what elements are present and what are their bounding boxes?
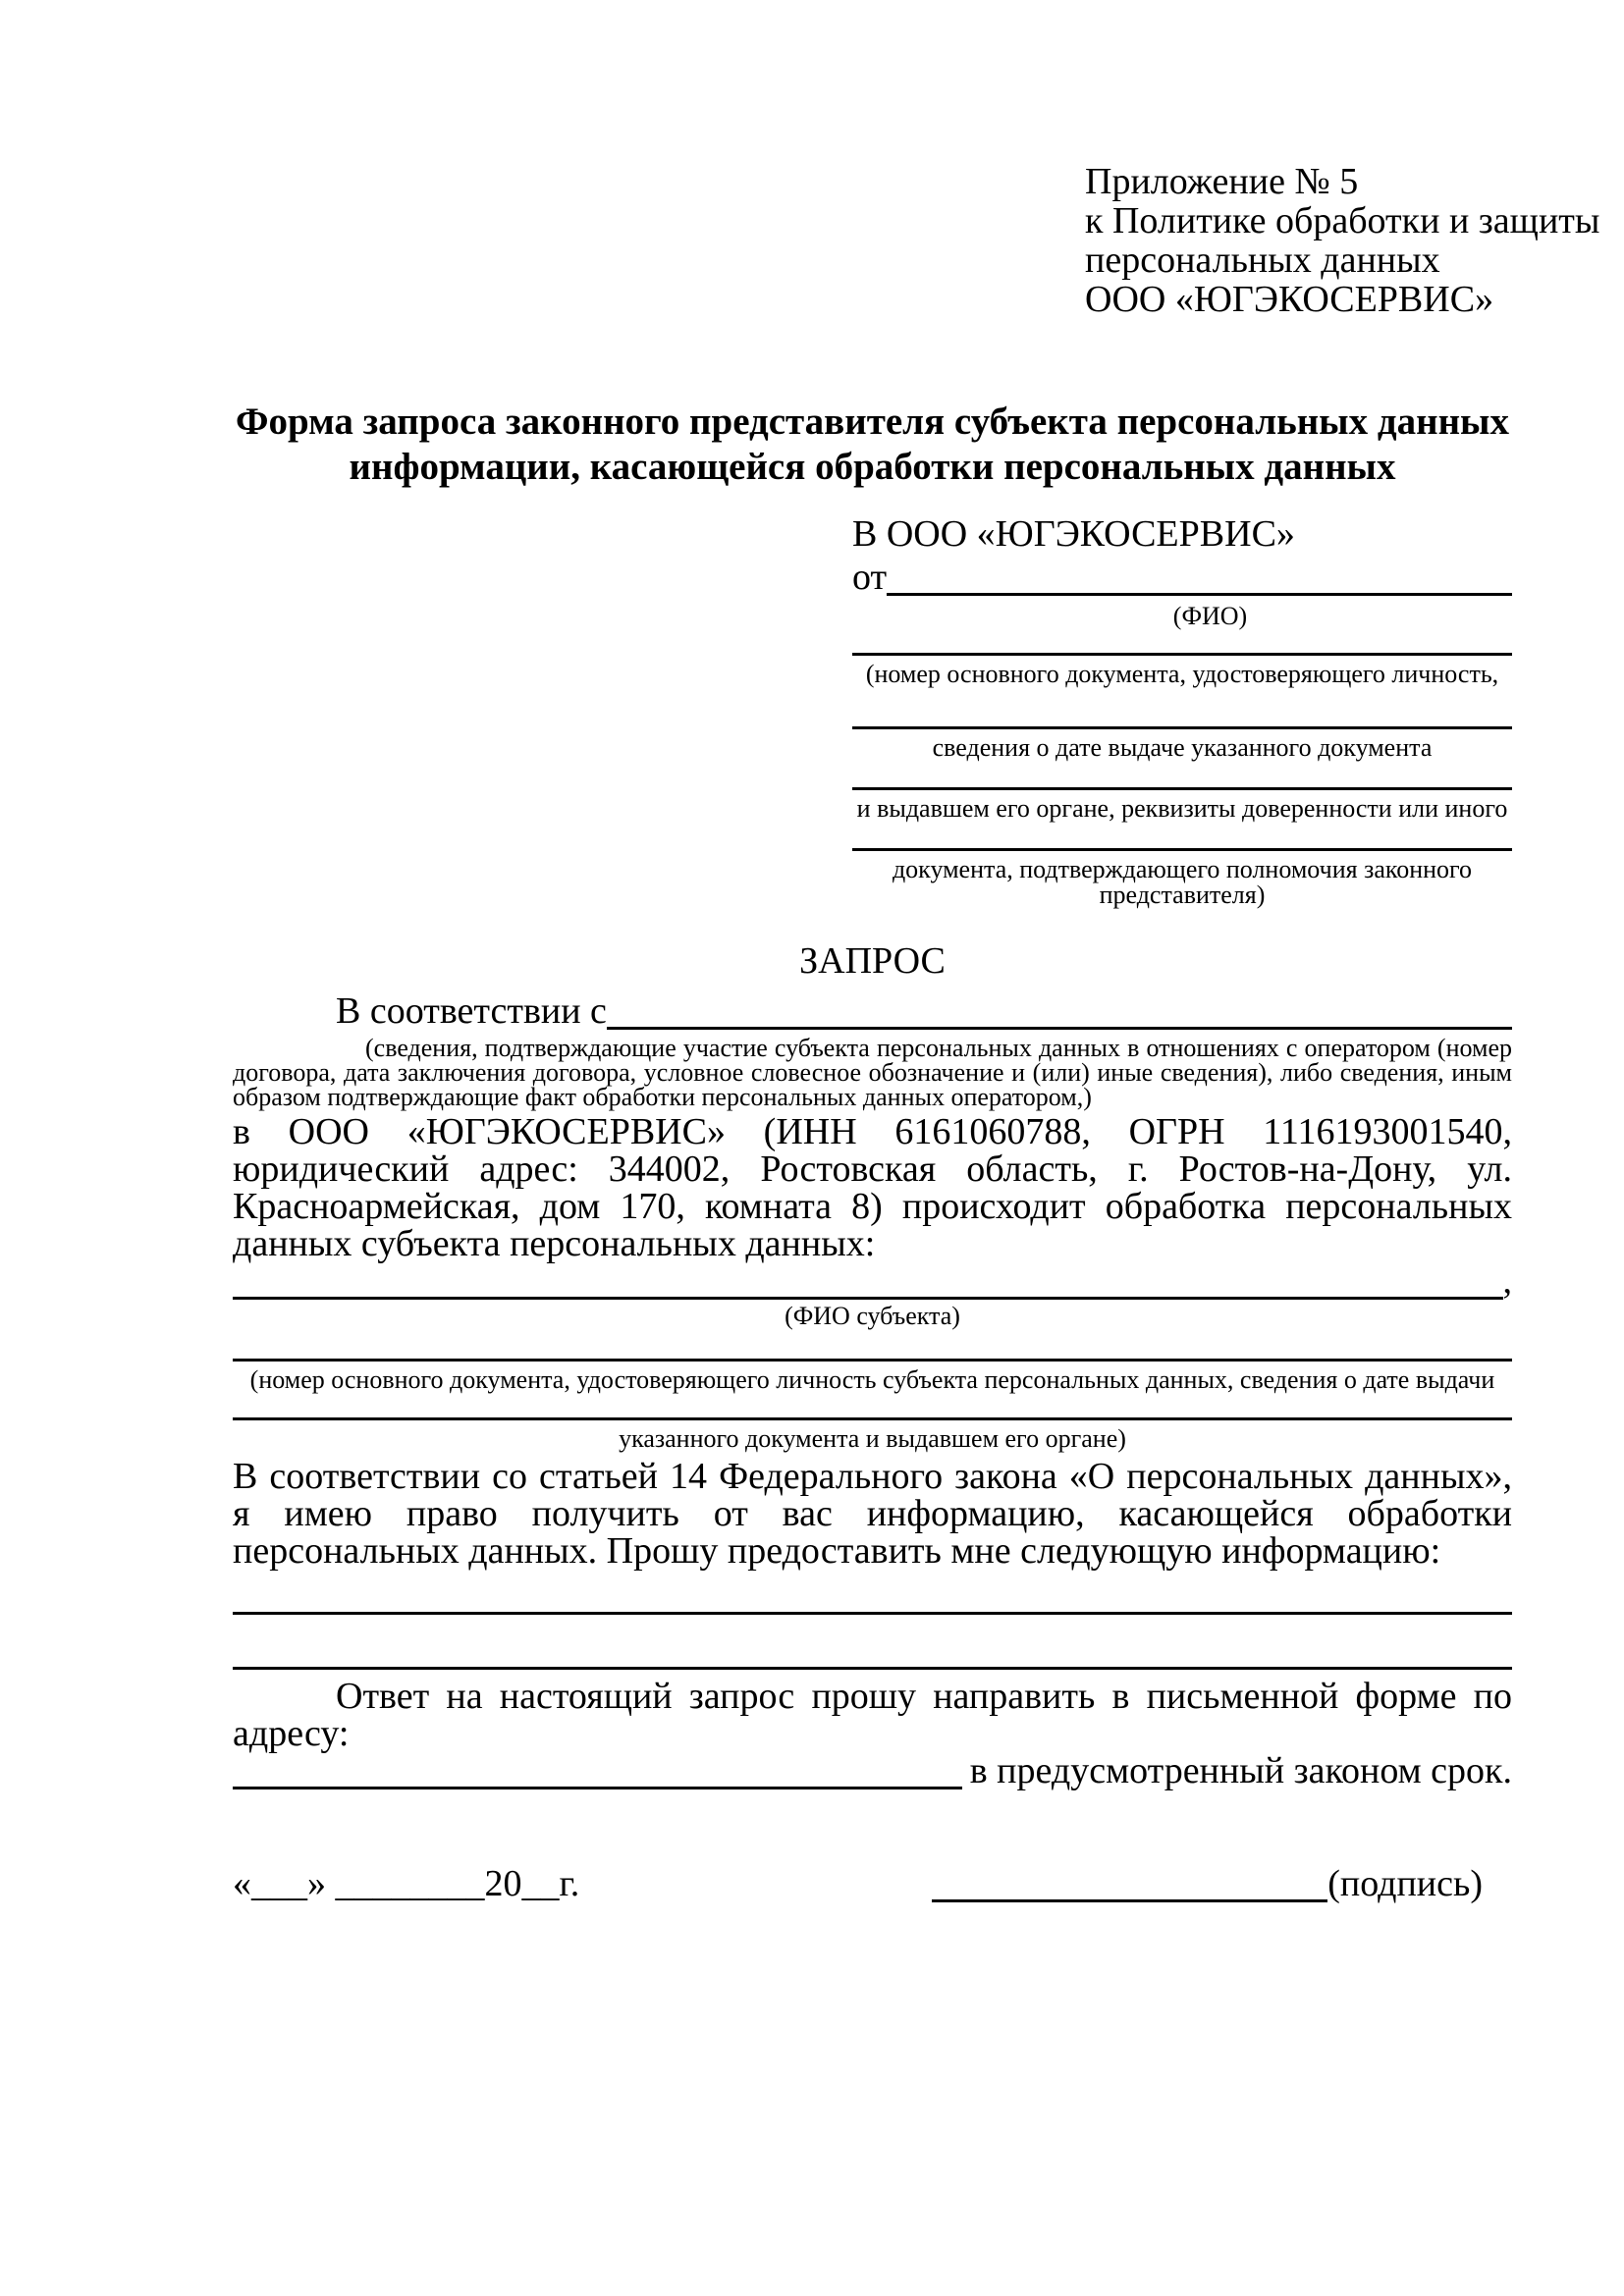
blank-line — [233, 1612, 1512, 1615]
signature-row — [233, 1865, 1483, 1902]
blank-line — [852, 653, 1512, 656]
blank-line — [233, 1417, 1512, 1420]
subject-fio-caption: (ФИО субъекта) — [785, 1302, 960, 1330]
from-blank-line — [887, 550, 1512, 596]
accordance-note: (сведения, подтверждающие участие субъекта персональных данных в отношениях с оператором (номер договора, дата заключения договора, условное словесное обозначение и (или) иные сведения), либо сведения, иным образом подтверждающие факт обработки персональных данных оператором,) — [233, 1034, 1512, 1111]
request-heading: ЗАПРОС — [799, 940, 946, 982]
law-paragraph: В соответствии со статьей 14 Федерального закона «О персональных данных», я имею право получить от вас информацию, касающейся обработки персональных данных. Прошу предоставить мне следующую информацию: — [233, 1456, 1512, 1572]
blank-line-caption: документа, подтверждающего полномочия законного представителя) — [892, 855, 1473, 909]
addressee-block — [852, 515, 1512, 908]
subject-fio-blank-line — [233, 1267, 1503, 1300]
blank-line — [233, 1359, 1512, 1362]
appendix-block — [1085, 161, 1600, 320]
signature-blank-line — [932, 1899, 1327, 1902]
signature-caption: (подпись) — [1327, 1863, 1483, 1904]
from-field-row — [852, 553, 1512, 596]
appendix-line: ООО «ЮГЭКОСЕРВИС» — [1085, 279, 1494, 320]
blank-line — [852, 848, 1512, 851]
accordance-blank-line — [607, 984, 1512, 1030]
answer-paragraph: Ответ на настоящий запрос прошу направить в письменной форме по адресу: — [233, 1676, 1512, 1754]
accordance-label: В соответствии с — [336, 990, 607, 1032]
blank-line-caption: и выдавшем его органе, реквизиты доверенности или иного — [856, 794, 1508, 823]
from-label: от — [852, 557, 888, 598]
signature-field — [932, 1865, 1483, 1902]
comma-text: , — [1502, 1260, 1512, 1302]
subject-fio-field-row — [233, 1260, 1512, 1302]
appendix-line: Приложение № 5 — [1085, 161, 1359, 202]
blank-line-caption: сведения о дате выдаче указанного документа — [932, 733, 1433, 762]
subject-document-caption: указанного документа и выдавшем его органе) — [619, 1424, 1126, 1453]
blank-line — [233, 1667, 1512, 1670]
blank-line-caption: (номер основного документа, удостоверяющего личность, — [865, 660, 1499, 688]
document-title: Форма запроса законного представителя субъекта персональных данных информации, касающейся обработки персональных данных — [235, 400, 1510, 488]
blank-line — [852, 787, 1512, 790]
address-blank-line — [233, 1787, 962, 1789]
fio-caption: (ФИО) — [1172, 602, 1248, 630]
appendix-line: персональных данных — [1085, 240, 1440, 281]
accordance-field-row — [233, 987, 1512, 1030]
operator-paragraph: в ООО «ЮГЭКОСЕРВИС» (ИНН 6161060788, ОГРН 1116193001540, юридический адрес: 344002, Ростовская область, г. Ростов-на-Дону, ул. Красноармейская, дом 170, комната 8) происходит обработка персональных данных субъекта персональных данных: — [233, 1111, 1512, 1264]
appendix-line: к Политике обработки и защиты — [1085, 200, 1600, 241]
answer-tail-text: в предусмотренный законом срок. — [969, 1750, 1512, 1791]
addressee-organization: В ООО «ЮГЭКОСЕРВИС» — [852, 513, 1295, 555]
blank-line — [852, 726, 1512, 729]
date-blank-field: «___» ________20__г. — [233, 1863, 580, 1904]
subject-document-caption: (номер основного документа, удостоверяющего личность субъекта персональных данных, сведения о дате выдачи — [249, 1365, 1495, 1394]
address-field-row — [233, 1752, 1512, 1789]
